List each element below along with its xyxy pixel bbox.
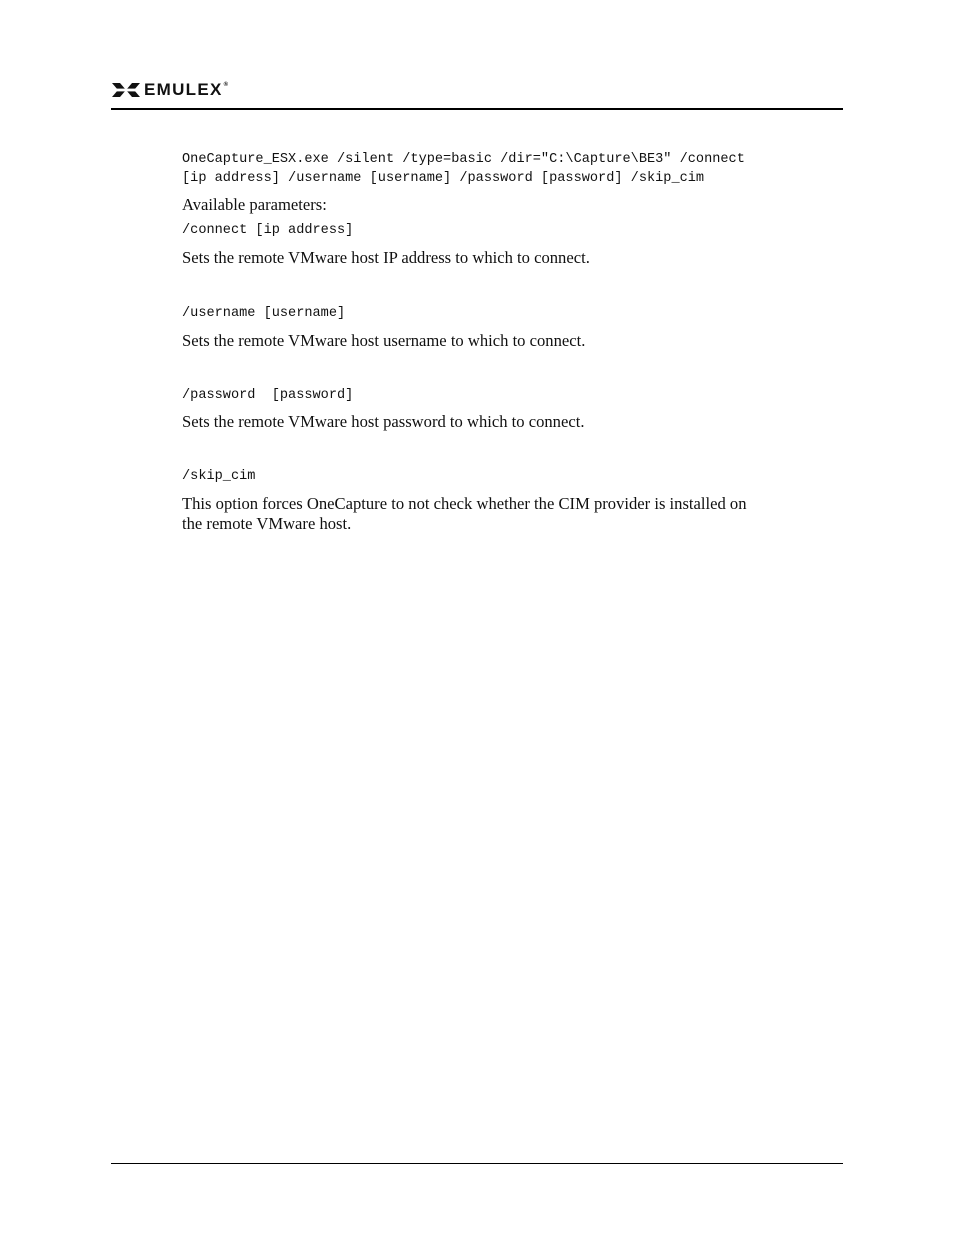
- available-parameters-label: Available parameters:: [182, 195, 327, 214]
- command-line-1: OneCapture_ESX.exe /silent /type=basic /dir="C:\Capture\BE3" /connect: [182, 152, 745, 167]
- parameter-connect: /connect [ip address]: [182, 223, 354, 238]
- footer-divider: [111, 1163, 843, 1164]
- parameter-skip-cim-description-line-1: This option forces OneCapture to not check whether the CIM provider is installed on: [182, 494, 747, 513]
- main-content: [182, 150, 842, 534]
- emulex-logo-mark-icon: [111, 81, 141, 99]
- parameter-username: /username [username]: [182, 306, 346, 321]
- parameter-username-description: Sets the remote VMware host username to which to connect.: [182, 331, 586, 350]
- command-line-2: [ip address] /username [username] /password [password] /skip_cim: [182, 171, 705, 186]
- page-header: [111, 78, 843, 110]
- parameter-password-description: Sets the remote VMware host password to which to connect.: [182, 412, 585, 431]
- logo-wordmark: EMULEX®: [144, 80, 230, 99]
- header-divider: [111, 108, 843, 110]
- parameter-connect-description: Sets the remote VMware host IP address to which to connect.: [182, 248, 590, 267]
- parameter-password: /password [password]: [182, 388, 354, 403]
- trademark-symbol: ®: [223, 82, 230, 88]
- parameter-skip-cim-description-line-2: the remote VMware host.: [182, 514, 352, 533]
- emulex-logo: [111, 80, 229, 100]
- parameter-skip-cim: /skip_cim: [182, 469, 256, 484]
